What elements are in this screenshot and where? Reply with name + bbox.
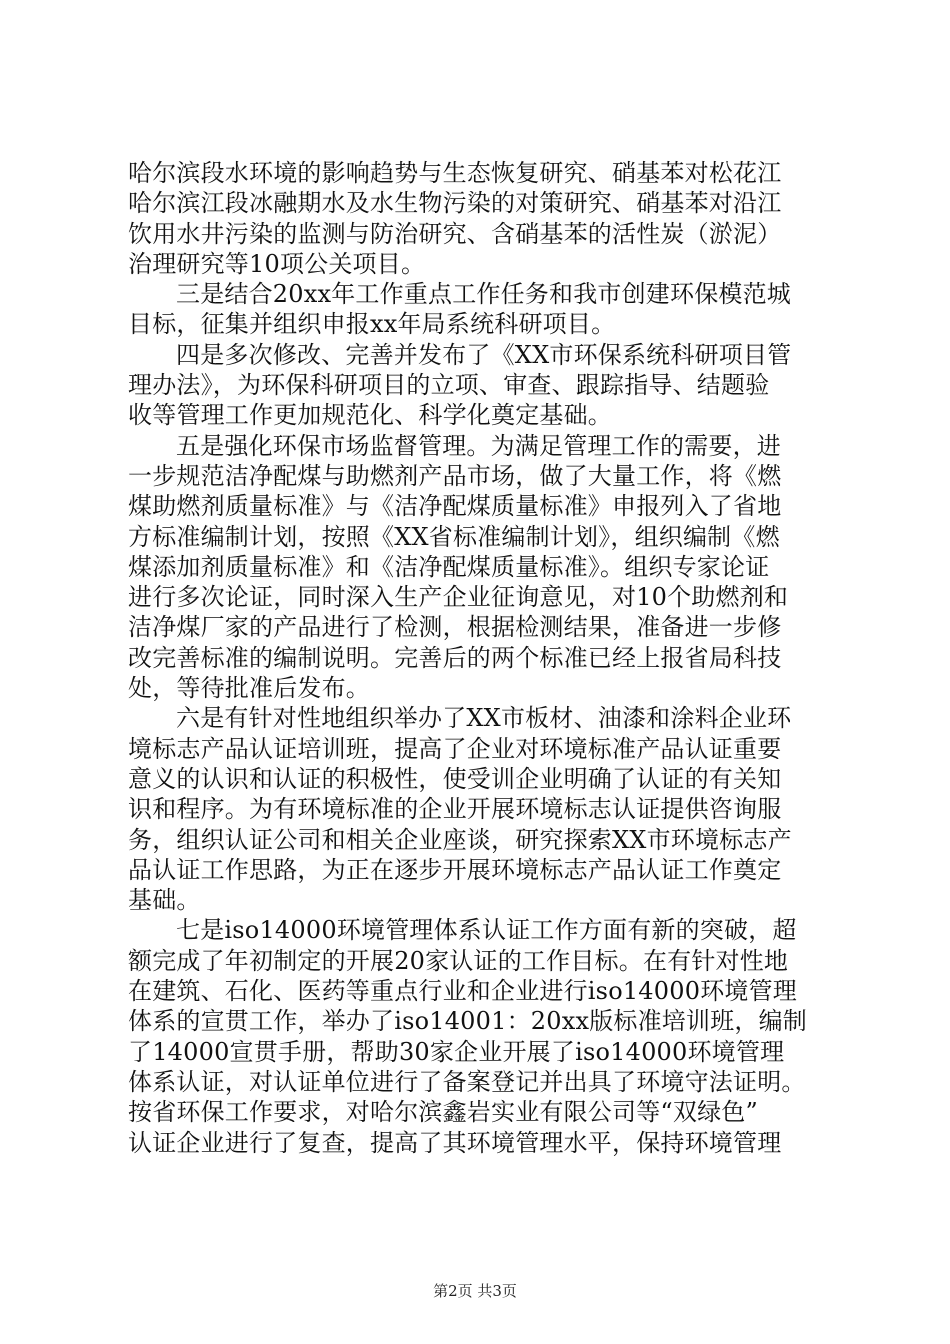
text-line: 一步规范洁净配煤与助燃剂产品市场，做了大量工作，将《燃: [128, 461, 782, 490]
text-line: 治理研究等10项公关项目。: [128, 249, 426, 278]
text-line: 品认证工作思路，为正在逐步开展环境标志产品认证工作奠定: [128, 855, 782, 884]
text-line: 目标，征集并组织申报xx年局系统科研项目。: [128, 310, 616, 339]
text-line: 体系认证，对认证单位进行了备案登记并出具了环境守法证明。: [128, 1067, 806, 1096]
document-body: [128, 158, 830, 1158]
text-line: 煤助燃剂质量标准》与《洁净配煤质量标准》申报列入了省地: [128, 492, 782, 521]
text-line: 识和程序。为有环境标准的企业开展环境标志认证提供咨询服: [128, 795, 782, 824]
text-line: 意义的认识和认证的积极性，使受训企业明确了认证的有关知: [128, 764, 782, 793]
text-line: 境标志产品认证培训班，提高了企业对环境标准产品认证重要: [128, 734, 782, 763]
text-line: 体系的宣贯工作，举办了iso14001：20xx版标准培训班，编制: [128, 1007, 807, 1036]
paragraph-start-line: 三是结合20xx年工作重点工作任务和我市创建环保模范城: [176, 280, 792, 309]
text-line: 处，等待批准后发布。: [128, 674, 370, 703]
text-line: 在建筑、石化、医药等重点行业和企业进行iso14000环境管理: [128, 977, 797, 1006]
text-line: 哈尔滨段水环境的影响趋势与生态恢复研究、硝基苯对松花江: [128, 159, 782, 187]
paragraph-start-line: 五是强化环保市场监督管理。为满足管理工作的需要，进: [176, 431, 781, 460]
paragraph-start-line: 七是iso14000环境管理体系认证工作方面有新的突破，超: [176, 916, 797, 945]
text-line: 进行多次论证，同时深入生产企业征询意见，对10个助燃剂和: [128, 583, 789, 612]
text-line: 认证企业进行了复查，提高了其环境管理水平，保持环境管理: [128, 1128, 782, 1157]
text-line: 饮用水井污染的监测与防治研究、含硝基苯的活性炭（淤泥）: [128, 219, 782, 248]
text-line: 方标准编制计划，按照《XX省标准编制计划》，组织编制《燃: [128, 522, 780, 551]
paragraph-start-line: 六是有针对性地组织举办了XX市板材、油漆和涂料企业环: [176, 704, 792, 733]
page-footer: 第2页 共3页: [433, 1282, 517, 1300]
text-line: 按省环保工作要求，对哈尔滨鑫岩实业有限公司等“双绿色”: [128, 1098, 758, 1127]
text-line: 基础。: [128, 886, 201, 915]
text-line: 了14000宣贯手册，帮助30家企业开展了iso14000环境管理: [128, 1037, 785, 1066]
text-line: 改完善标准的编制说明。完善后的两个标准已经上报省局科技: [128, 643, 782, 672]
text-line: 务，组织认证公司和相关企业座谈，研究探索XX市环境标志产: [128, 825, 792, 854]
text-line: 理办法》，为环保科研项目的立项、审查、跟踪指导、结题验: [128, 371, 770, 400]
paragraph-start-line: 四是多次修改、完善并发布了《XX市环保系统科研项目管: [176, 340, 792, 369]
text-line: 哈尔滨江段冰融期水及水生物污染的对策研究、硝基苯对沿江: [128, 189, 782, 218]
text-line: 收等管理工作更加规范化、科学化奠定基础。: [128, 401, 612, 430]
text-line: 洁净煤厂家的产品进行了检测，根据检测结果，准备进一步修: [128, 613, 782, 642]
text-line: 额完成了年初制定的开展20家认证的工作目标。在有针对性地: [128, 946, 789, 975]
text-line: 煤添加剂质量标准》和《洁净配煤质量标准》。组织专家论证: [128, 552, 770, 581]
